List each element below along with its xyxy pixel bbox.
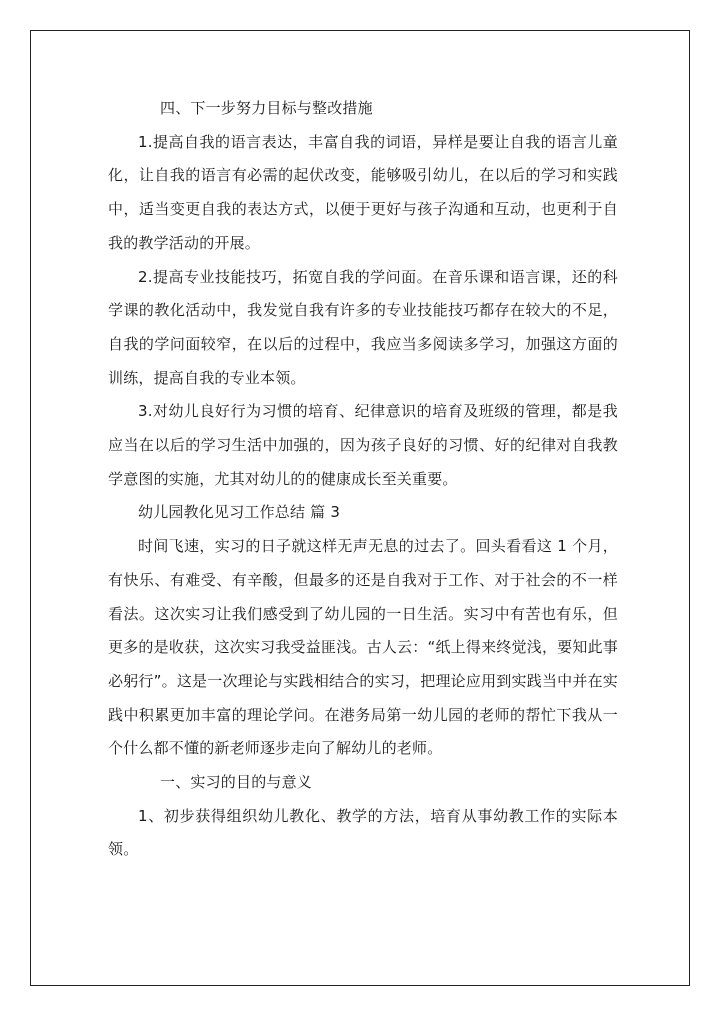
paragraph-professional-skills: 2.提高专业技能技巧，拓宽自我的学问面。在音乐课和语言课，还的科学课的教化活动中，我发觉自我有许多的专业技能技巧都存在较大的不足，自我的学问面较窄，在以后的过程中，我应当多阅读多学习，加强这方面的训练，提高自我的专业本领。	[108, 267, 618, 387]
section-heading-purpose: 一、实习的目的与意义	[160, 773, 313, 792]
document-body	[108, 92, 618, 867]
article-title: 幼儿园教化见习工作总结 篇 3	[138, 503, 341, 522]
paragraph-purpose-1: 1、初步获得组织幼儿教化、教学的方法，培育从事幼教工作的实际本领。	[108, 806, 618, 859]
section-heading-next-steps: 四、下一步努力目标与整改措施	[160, 99, 373, 117]
paragraph-internship-summary: 时间飞速，实习的日子就这样无声无息的过去了。回头看看这 1 个月，有快乐、有难受、有辛酸，但最多的还是自我对于工作、对于社会的不一样看法。这次实习让我们感受到了幼儿园的一日生活。实习中有苦也有乐，但更多的是收获，这次实习我受益匪浅。古人云：“纸上得来终觉浅，要知此事必躬行”。这是一次理论与实践相结合的实习，把理论应用到实践当中并在实践中积累更加丰富的理论学问。在港务局第一幼儿园的老师的帮忙下我从一个什么都不懂的新老师逐步走向了解幼儿的老师。	[108, 537, 618, 758]
paragraph-behavior-habits: 3.对幼儿良好行为习惯的培育、纪律意识的培育及班级的管理，都是我应当在以后的学习生活中加强的，因为孩子良好的习惯、好的纪律对自我教学意图的实施，尤其对幼儿的的健康成长至关重要。	[108, 402, 618, 488]
paragraph-language-expression: 1.提高自我的语言表达，丰富自我的词语，异样是要让自我的语言儿童化，让自我的语言有必需的起伏改变，能够吸引幼儿，在以后的学习和实践中，适当变更自我的表达方式，以便于更好与孩子沟通和互动，也更利于自我的教学活动的开展。	[108, 132, 618, 252]
